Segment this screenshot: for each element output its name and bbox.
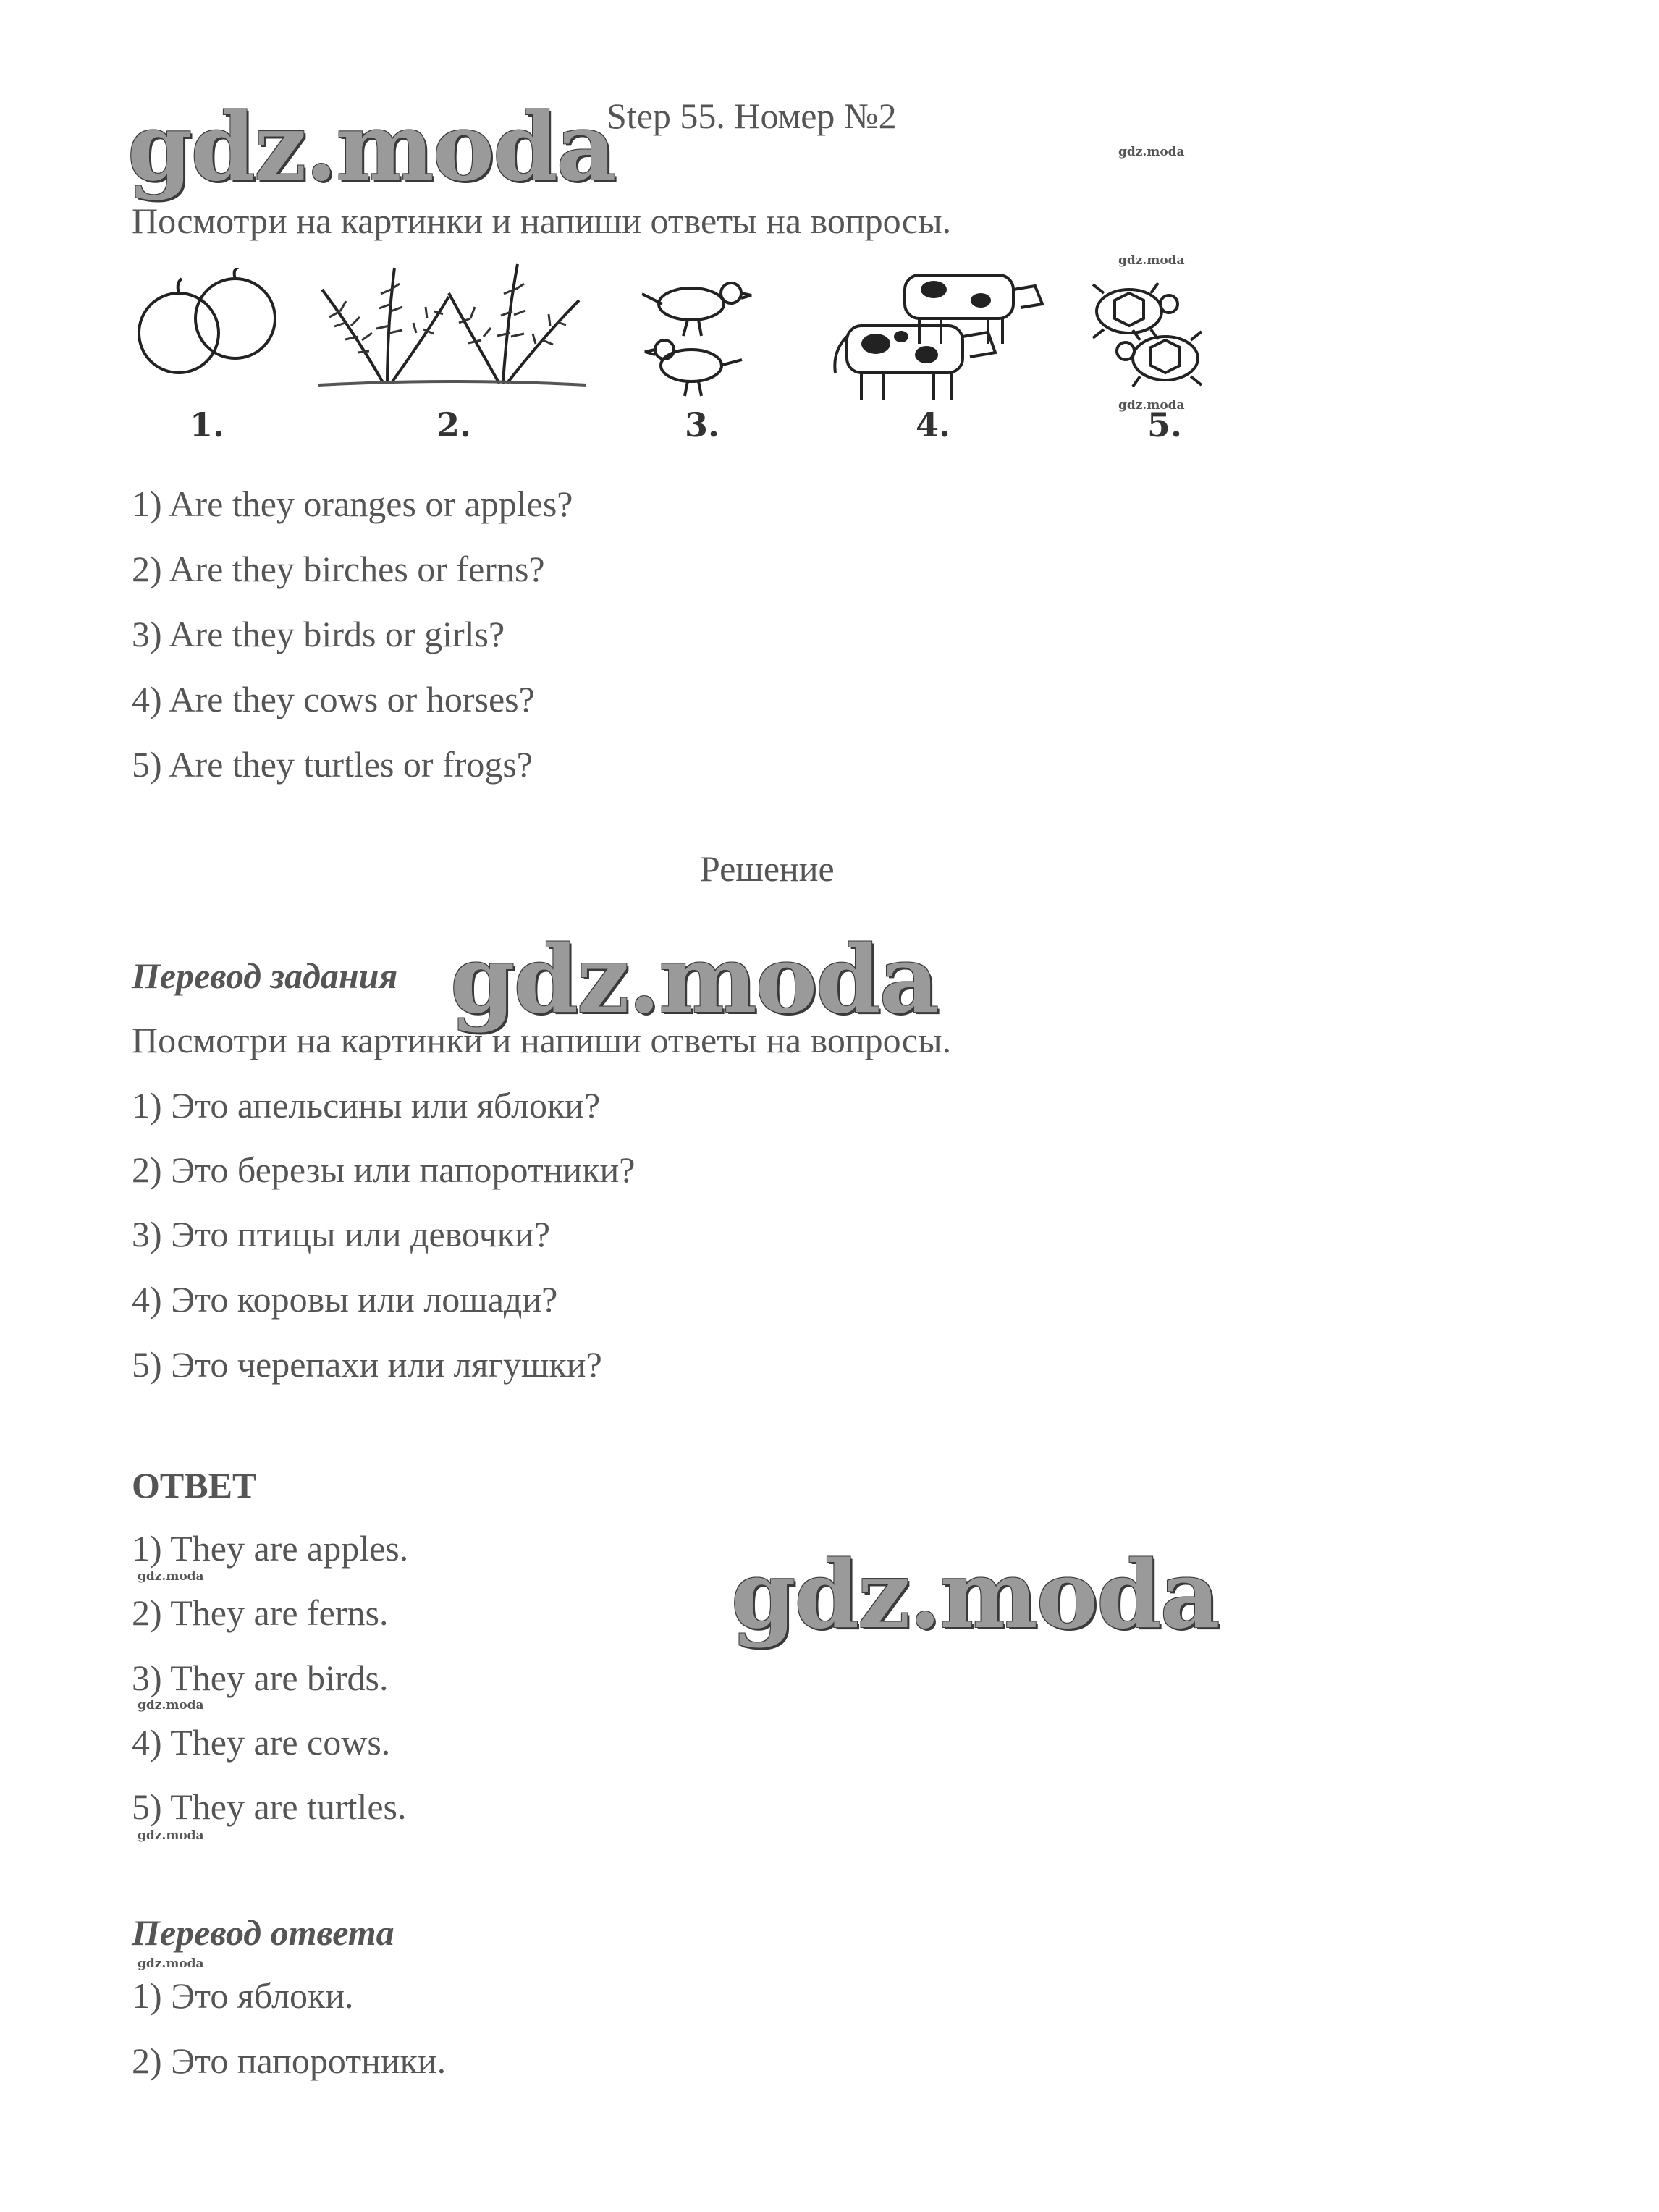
watermark-logo: gdz.moda [731, 1541, 1219, 1650]
answer-heading: ОТВЕТ [132, 1465, 257, 1506]
apples-picture [134, 268, 279, 384]
picture-number-4: 4. [916, 405, 951, 444]
answer-3: 3) They are birds. [132, 1658, 389, 1698]
cows-picture [818, 264, 1050, 402]
question-3: 3) Are they birds or girls? [132, 614, 505, 654]
translation-heading: Перевод задания [132, 955, 398, 996]
question-4: 4) Are they cows or horses? [132, 679, 535, 719]
question-2: 2) Are they birches or ferns? [132, 549, 545, 589]
answer-4: 4) They are cows. [132, 1722, 391, 1763]
translation-question-4: 4) Это коровы или лошади? [132, 1279, 558, 1320]
translation-question-2: 2) Это березы или папоротники? [132, 1149, 636, 1190]
translation-instruction: Посмотри на картинки и напиши ответы на вопросы. [132, 1020, 952, 1060]
picture-number-1: 1. [190, 405, 225, 444]
solution-heading: Решение [700, 848, 835, 889]
answer-translation-heading: Перевод ответа [132, 1912, 394, 1953]
task-instruction: Посмотри на картинки и напиши ответы на вопросы. [132, 200, 952, 241]
turtles-picture [1082, 271, 1216, 391]
birds-picture [637, 271, 760, 398]
question-1: 1) Are they oranges or apples? [132, 484, 573, 524]
page-title: Step 55. Номер №2 [607, 96, 897, 136]
answer-translation-2: 2) Это папоротники. [132, 2040, 447, 2081]
picture-number-5: 5. [1147, 405, 1183, 444]
watermark-small: gdz.moda [1118, 398, 1185, 413]
translation-question-3: 3) Это птицы или девочки? [132, 1214, 551, 1254]
translation-question-5: 5) Это черепахи или лягушки? [132, 1344, 602, 1385]
watermark-small: gdz.moda [1118, 145, 1185, 159]
question-5: 5) Are they turtles or frogs? [132, 744, 533, 785]
answer-5: 5) They are turtles. [132, 1786, 407, 1827]
answer-2: 2) They are ferns. [132, 1592, 389, 1633]
watermark-small: gdz.moda [138, 1569, 204, 1584]
watermark-small: gdz.moda [138, 1956, 204, 1971]
watermark-logo: gdz.moda [450, 926, 938, 1034]
watermark-small: gdz.moda [138, 1828, 204, 1843]
translation-question-1: 1) Это апельсины или яблоки? [132, 1085, 601, 1126]
picture-number-2: 2. [436, 405, 472, 444]
watermark-logo: gdz.moda [127, 93, 615, 202]
picture-number-3: 3. [685, 405, 720, 444]
watermark-small: gdz.moda [1118, 253, 1185, 268]
ferns-picture [318, 261, 586, 391]
answer-translation-1: 1) Это яблоки. [132, 1975, 354, 2016]
answer-1: 1) They are apples. [132, 1528, 409, 1569]
watermark-small: gdz.moda [138, 1698, 204, 1713]
